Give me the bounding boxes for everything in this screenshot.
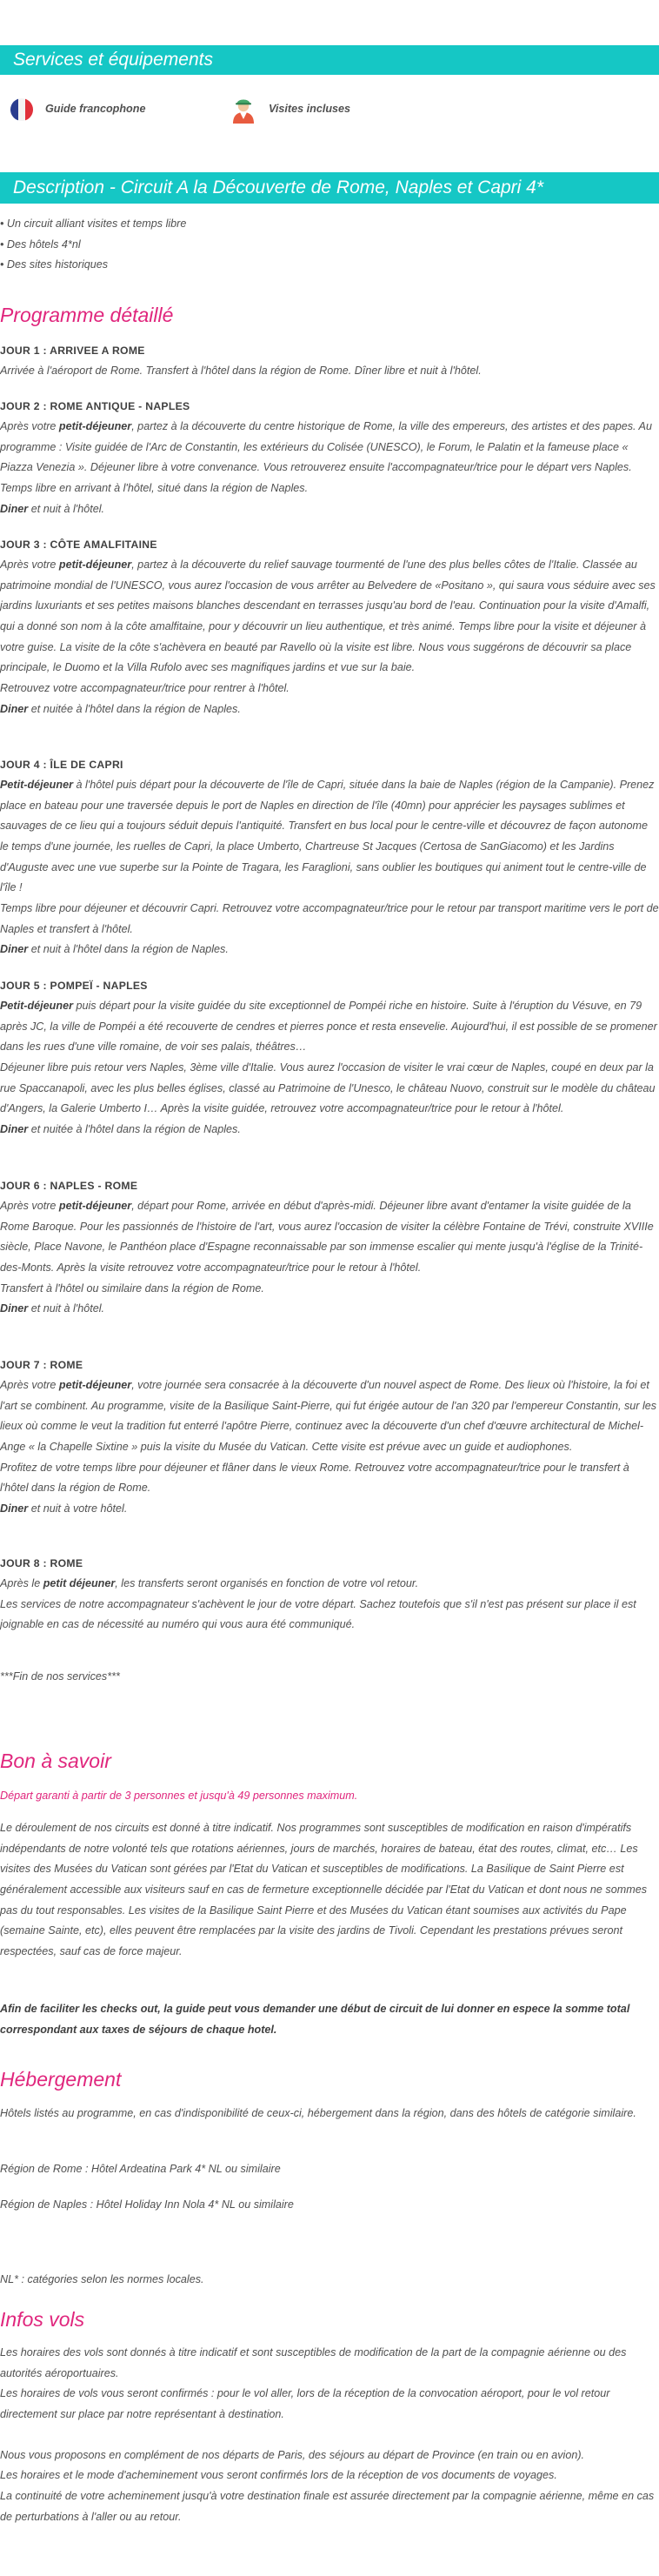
day-title: JOUR 3 : CÔTE AMALFITAINE bbox=[0, 539, 157, 551]
info-line: Les horaires et le mode d'acheminement vous seront confirmés lors de la réception de vos documents de voyages. bbox=[0, 2469, 557, 2482]
hebergement-note: NL* : catégories selon les normes locales. bbox=[0, 2273, 204, 2285]
dinner-line: Diner et nuit à l'hôtel. bbox=[0, 1302, 105, 1315]
hebergement-intro: Hôtels listés au programme, en cas d'indisponibilité de ceux-ci, hébergement dans la région, dans des hôtels de catégorie similaire. bbox=[0, 2107, 636, 2119]
dinner-line: Diner et nuit à l'hôtel dans la région de Naples. bbox=[0, 943, 229, 956]
feature-label: Guide francophone bbox=[45, 103, 146, 116]
infos-vols-text bbox=[0, 2343, 659, 2527]
bullet-item: • Des hôtels 4*nl bbox=[0, 238, 81, 251]
bullet-item: • Des sites historiques bbox=[0, 258, 109, 271]
day-text: Petit-déjeuner à l'hôtel puis départ pour la découverte de l'île de Capri, située dans la baie de Naples (région de la Campanie). Prenez place en bateau pour une traversée depuis le port de Naples en direction de l'île (40mn) pour apprécier les paysages sublimes et sauvages de ce lieu qui a toujours séduit depuis l'antiquité. Transfert en bus local pour le centre-ville et découvrez de façon autonome le temps d'une journée, les ruelles de Capri, la place Umberto, Chartreuse St Jacques (Certosa de SanGiacomo) et les Jardins d'Auguste avec une vue superbe sur la Pointe de Tragara, les Faraglioni, sans oublier les boutiques qui animent tout le centre-ville de l'île ! bbox=[0, 778, 655, 894]
info-line: Nous vous proposons en complément de nos départs de Paris, des séjours au départ de Province (en train ou en avion). bbox=[0, 2448, 585, 2461]
day-8 bbox=[0, 1554, 659, 1636]
day-text: Petit-déjeuner puis départ pour la visite guidée du site exceptionnel de Pompéi riche en histoire. Suite à l'éruption du Vésuve, en 79 après JC, la ville de Pompéi a été recouverte de cendres et pierres ponce et resta ensevelie. Aujourd'hui, il est possible de se promener dans les rues d'une ville romaine, de voir ses palais, théâtres… bbox=[0, 999, 657, 1054]
dinner-line: Diner et nuitée à l'hôtel dans la région de Naples. bbox=[0, 702, 241, 715]
day-text: Retrouvez votre accompagnateur/trice pour rentrer à l'hôtel. bbox=[0, 681, 290, 694]
day-text: Après votre petit-déjeuner, votre journée sera consacrée à la découverte d'un nouvel aspect de Rome. Des lieux où l'histoire, la foi et l'art se combinent. Au programme, visite de la Basilique Saint-Pierre, qui fut érigée autour de l'an 320 par l'empereur Constantin, sur les lieux où comme le veut la tradition fut enterré l'apôtre Pierre, continuez avec la découverte d'un chef d'œuvre architectural de Michel-Ange « la Chapelle Sixtine » puis la visite du Musée du Vatican. Cette visite est prévue avec un guide et audiophones. bbox=[0, 1378, 657, 1453]
day-text: Après votre petit-déjeuner, départ pour Rome, arrivée en début d'après-midi. Déjeuner libre avant d'entamer la visite guidée de la Rome Baroque. Pour les passionnés de l'histoire de l'art, vous aurez l'occasion de visiter la célèbre Fontaine de Trévi, construite XVIIIe siècle, Place Navone, le Panthéon place d'Espagne reconnaissable par son immense escalier qui mente jusqu'à l'église de la Trinité-des-Monts. Après la visite retrouvez votre accompagnateur/trice pour le retour à l'hôtel. bbox=[0, 1199, 654, 1274]
bon-a-savoir-title: Bon à savoir bbox=[0, 1750, 111, 1772]
day-title: JOUR 1 : ARRIVEE A ROME bbox=[0, 345, 145, 357]
end-note: ***Fin de nos services*** bbox=[0, 1670, 120, 1683]
day-3 bbox=[0, 535, 659, 719]
description-header bbox=[0, 172, 659, 204]
day-text: Les services de notre accompagnateur s'achèvent le jour de votre départ. Sachez toutefois que s'il n'est pas présent sur place il est joignable en cas de nécessité au numéro qui vous aura été communiqué. bbox=[0, 1597, 636, 1631]
guarantee-note: Départ garanti à partir de 3 personnes et jusqu'à 49 personnes maximum. bbox=[0, 1790, 358, 1802]
day-text: Transfert à l'hôtel ou similaire dans la région de Rome. bbox=[0, 1281, 264, 1295]
dinner-line: Diner et nuit à votre hôtel. bbox=[0, 1502, 128, 1515]
feature-label: Visites incluses bbox=[269, 103, 351, 116]
feature-french-guide bbox=[10, 94, 145, 125]
french-flag-icon bbox=[10, 98, 33, 121]
info-line: Les horaires de vols vous seront confirmés : pour le vol aller, lors de la réception de la convocation aéroport, pour le vol retour directement sur place par notre représentant à destination. bbox=[0, 2387, 610, 2421]
checkout-note: Afin de faciliter les checks out, la guide peut vous demander une début de circuit de lui donner en espece la somme total correspondant aux taxes de séjours de chaque hotel. bbox=[0, 2003, 630, 2036]
day-1 bbox=[0, 341, 659, 382]
day-text: Après votre petit-déjeuner, partez à la découverte du relief sauvage tourmenté de l'une des plus belles côtes de l'Italie. Classée au patrimoine mondial de l'UNESCO, vous aurez l'occasion de vous arrêter au Belvedere de «Positano », qui saura vous séduire avec ses jardins luxuriants et ses petites maisons blanches descendant en terrasses jusqu'au bord de l'eau. Continuation pour la visite d'Amalfi, qui a donné son nom à la côte amalfitaine, pour y découvrir un lieu authentique, et très animé. Temps libre pour la visite et déjeuner à votre guise. La visite de la côte s'achèvera en beauté par Ravello où la visite est libre. Nous vous suggérons de découvrir sa place principale, le Duomo et la Villa Rufolo avec ses magnifiques jardins et vue sur la baie. bbox=[0, 558, 656, 674]
services-list bbox=[9, 94, 652, 125]
services-title: Services et équipements bbox=[13, 49, 213, 70]
day-text: Arrivée à l'aéroport de Rome. Transfert à l'hôtel dans la région de Rome. Dîner libre et nuit à l'hôtel. bbox=[0, 364, 482, 377]
day-text: Après le petit déjeuner, les transferts seront organisés en fonction de votre vol retour. bbox=[0, 1576, 419, 1589]
day-text: Déjeuner libre puis retour vers Naples, 3ème ville d'Italie. Vous aurez l'occasion de visiter le vrai cœur de Naples, coupé en deux par la rue Spaccanapoli, avec les plus belles églises, classé au Patrimoine de l'Unesco, le château Nuovo, construit sur le modèle du château d'Angers, la Galerie Umberto I… Après la visite guidée, retrouvez votre accompagnateur/trice pour le retour à l'hôtel. bbox=[0, 1061, 656, 1115]
feature-visits bbox=[230, 94, 350, 125]
day-text: Profitez de votre temps libre pour déjeuner et flâner dans le vieux Rome. Retrouvez votre accompagnateur/trice pour le transfert à l'hôtel dans la région de Rome. bbox=[0, 1461, 629, 1495]
day-title: JOUR 8 : ROME bbox=[0, 1557, 83, 1569]
infos-vols-title: Infos vols bbox=[0, 2308, 85, 2331]
day-title: JOUR 6 : NAPLES - ROME bbox=[0, 1180, 138, 1192]
day-2 bbox=[0, 397, 659, 519]
dinner-line: Diner et nuitée à l'hôtel dans la région de Naples. bbox=[0, 1122, 241, 1135]
day-6 bbox=[0, 1176, 659, 1320]
day-5 bbox=[0, 976, 659, 1141]
bon-a-savoir-text: Le déroulement de nos circuits est donné à titre indicatif. Nos programmes sont susceptibles de modification en raison d'impératifs indépendants de notre volonté tels que rotations aériennes, jours de marchés, horaires de bateau, état des routes, climat, etc… Les visites des Musées du Vatican sont gérées par l'Etat du Vatican et susceptibles de modifications. La Basilique de Saint Pierre est généralement accessible aux visiteurs sauf en cas de fermeture exceptionnelle décidée par l'Etat du Vatican et dont nous ne sommes pas du tout responsables. Les visites de la Basilique Saint Pierre et des Musées du Vatican étant soumises aux activités du Pape (semaine Sainte, etc), elles peuvent être remplacées par la visite des jardins de Tivoli. Cependant les prestations prévues seront respectées, sauf cas de force majeur. bbox=[0, 1822, 647, 1958]
day-text: Après votre petit-déjeuner, partez à la découverte du centre historique de Rome, la ville des empereurs, des artistes et des papes. Au programme : Visite guidée de l'Arc de Constantin, les extérieurs du Colisée (UNESCO), le Forum, le Palatin et la fameuse place « Piazza Venezia ». Déjeuner libre à votre convenance. Vous retrouverez ensuite l'accompagnateur/trice pour le départ vers Naples. Temps libre en arrivant à l'hôtel, situé dans la région de Naples. bbox=[0, 419, 652, 494]
info-spacer bbox=[0, 2425, 659, 2446]
info-line: La continuité de votre acheminement jusqu'à votre destination finale est assurée directement par la compagnie aérienne, même en cas de perturbations à l'aller ou au retour. bbox=[0, 2490, 655, 2523]
hebergement-title: Hébergement bbox=[0, 2068, 122, 2091]
description-bullets bbox=[0, 214, 659, 276]
day-text: Temps libre pour déjeuner et découvrir Capri. Retrouvez votre accompagnateur/trice pour le retour par transport maritime vers le port de Naples et transfert à l'hôtel. bbox=[0, 901, 659, 935]
day-4 bbox=[0, 755, 659, 960]
info-line: Les horaires des vols sont donnés à titre indicatif et sont susceptibles de modification de la part de la compagnie aérienne ou des autorités aéroportuaires. bbox=[0, 2346, 627, 2379]
day-title: JOUR 4 : ÎLE DE CAPRI bbox=[0, 759, 123, 771]
bullet-item: • Un circuit alliant visites et temps libre bbox=[0, 217, 187, 230]
day-title: JOUR 2 : ROME ANTIQUE - NAPLES bbox=[0, 400, 190, 412]
services-header bbox=[0, 45, 659, 75]
programme-title: Programme détaillé bbox=[0, 304, 174, 326]
description-title: Description - Circuit A la Découverte de Rome, Naples et Capri 4* bbox=[13, 177, 544, 197]
hotel-naples: Région de Naples : Hôtel Holiday Inn Nola 4* NL ou similaire bbox=[0, 2198, 294, 2211]
day-7 bbox=[0, 1355, 659, 1520]
guide-person-icon bbox=[230, 96, 256, 124]
dinner-line: Diner et nuit à l'hôtel. bbox=[0, 502, 105, 515]
hotel-rome: Région de Rome : Hôtel Ardeatina Park 4* NL ou similaire bbox=[0, 2163, 281, 2175]
day-title: JOUR 5 : POMPEÏ - NAPLES bbox=[0, 980, 148, 992]
day-title: JOUR 7 : ROME bbox=[0, 1359, 83, 1371]
